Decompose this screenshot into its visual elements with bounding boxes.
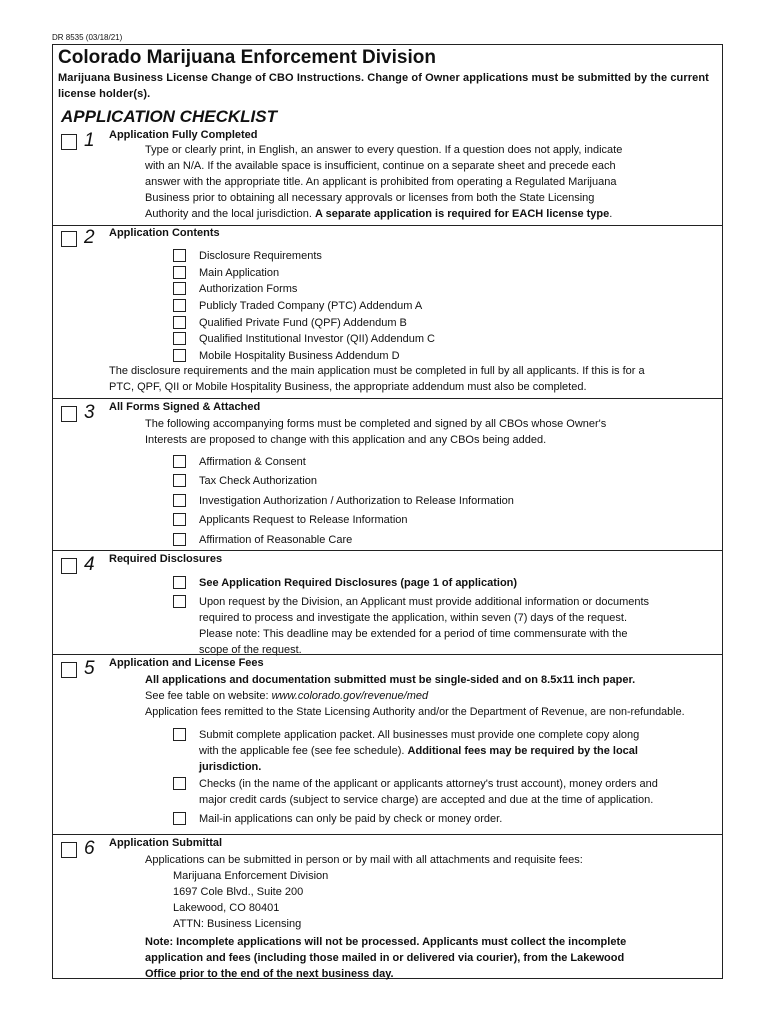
section-3-line: The following accompanying forms must be completed and signed by all CBOs whose Owner's [145, 418, 607, 430]
form-frame [52, 44, 723, 979]
item-checkbox[interactable] [173, 282, 186, 295]
section-2-number: 2 [84, 227, 95, 248]
section-2-heading: Application Contents [109, 227, 220, 239]
address-line: ATTN: Business Licensing [173, 918, 302, 930]
section-5-checkbox[interactable] [61, 662, 77, 678]
section-5: 5 Application and License Fees All applications and documentation submitted must be single-sided and on 8.5x11 inch paper. See fee table on website: www.colorado.gov/revenue/med Application fees remitted to the State Licensing Authority and/or the Department of Revenue, are non-refundable. Submit complete application packet. All businesses must provide one complete copy along with the applicable fee (see fee schedule). Additional fees may be required by the local jurisdiction. Checks (in the name of the applicant or applicants attorney's trust account), money orders and major credit cards (subject to service charge) are accepted and due at the time of application. Mail-in applications can only be paid by check or money order. [53, 654, 722, 834]
section-3-heading: All Forms Signed & Attached [109, 401, 261, 413]
section-1-line: Type or clearly print, in English, an answer to every question. If a question does not apply, indicate [145, 144, 623, 156]
section-2-checkbox[interactable] [61, 231, 77, 247]
item-checkbox[interactable] [173, 455, 186, 468]
page-title: Colorado Marijuana Enforcement Division [58, 47, 436, 68]
section-3-checkbox[interactable] [61, 406, 77, 422]
item-checkbox[interactable] [173, 332, 186, 345]
section-6-note: application and fees (including those mailed in or delivered via courier), from the Lakewood [145, 952, 625, 964]
section-6-note: Office prior to the end of the next business day. [145, 968, 394, 980]
item-checkbox[interactable] [173, 249, 186, 262]
item-checkbox[interactable] [173, 494, 186, 507]
page-subtitle: Marijuana Business License Change of CBO Instructions. Change of Owner applications must be submitted by the current license holder(s). [58, 72, 709, 100]
item-checkbox[interactable] [173, 777, 186, 790]
section-1 [53, 129, 722, 225]
section-4-number: 4 [84, 554, 95, 575]
section-2-note: The disclosure requirements and the main application must be completed in full by all applicants. If this is for a [109, 365, 645, 377]
section-5-bold-line: All applications and documentation submitted must be single-sided and on 8.5x11 inch paper. [145, 674, 636, 686]
item-checkbox[interactable] [173, 474, 186, 487]
item-checkbox[interactable] [173, 316, 186, 329]
section-1-line: with an N/A. If the available space is insufficient, continue on a separate sheet and precede each [145, 160, 616, 172]
section-2: 2 Application Contents Disclosure Requirements Main Application Authorization Forms Publicly Traded Company (PTC) Addendum A Qualified Private Fund (QPF) Addendum B Qualified Institutional Investor (QII) Addendum C Mobile Hospitality Business Addendum D The disclosure requirements and the main application must be completed in full by all applicants. If this is for a PTC, QPF, QII or Mobile Hospitality Business, the appropriate addendum must also be completed. [53, 225, 722, 398]
section-6 [53, 834, 722, 979]
item-checkbox[interactable] [173, 728, 186, 741]
section-5-number: 5 [84, 658, 95, 679]
item-checkbox[interactable] [173, 266, 186, 279]
section-1-line: Business prior to obtaining all necessary approvals or licenses from both the State Licensing [145, 192, 595, 204]
section-1-last-text: Authority and the local jurisdiction. [145, 208, 312, 220]
address-line: Marijuana Enforcement Division [173, 870, 329, 882]
section-1-checkbox[interactable] [61, 134, 77, 150]
section-6-note: Note: Incomplete applications will not be processed. Applicants must collect the incomplete [145, 936, 627, 948]
checklist-title: APPLICATION CHECKLIST [61, 107, 277, 126]
address-line: Lakewood, CO 80401 [173, 902, 280, 914]
section-4: 4 Required Disclosures See Application Required Disclosures (page 1 of application) Upon request by the Division, an Applicant must provide additional information or documents required to process and investigate the application, within seven (7) days of the request. Please note: This deadline may be extended for a period of time commensurate with the scope of the request. [53, 550, 722, 700]
section-3-line: Interests are proposed to change with this application and any CBOs being added. [145, 434, 547, 446]
form-number: DR 8535 (03/18/21) [52, 33, 123, 42]
fee-table-line: See fee table on website: www.colorado.gov/revenue/med [145, 690, 429, 702]
item-checkbox[interactable] [173, 513, 186, 526]
section-6-line: Applications can be submitted in person or by mail with all attachments and requisite fees: [145, 854, 583, 866]
section-1-line: answer with the appropriate title. An applicant is prohibited from operating a Regulated Marijuana [145, 176, 617, 188]
item-checkbox[interactable] [173, 349, 186, 362]
item-checkbox[interactable] [173, 812, 186, 825]
section-4-checkbox[interactable] [61, 558, 77, 574]
item-checkbox[interactable] [173, 299, 186, 312]
fee-url-link[interactable]: www.colorado.gov/revenue/med [271, 690, 429, 702]
section-4-heading: Required Disclosures [109, 553, 223, 565]
section-1-heading: Application Fully Completed [109, 129, 258, 141]
section-1-line [145, 206, 612, 222]
section-6-heading: Application Submittal [109, 837, 223, 849]
item-checkbox[interactable] [173, 595, 186, 608]
section-3: 3 All Forms Signed & Attached The following accompanying forms must be completed and signed by all CBOs whose Owner's Interests are proposed to change with this application and any CBOs being added. Affirmation & Consent Tax Check Authorization Investigation Authorization / Authorization to Release Information Applicants Request to Release Information Affirmation of Reasonable Care [53, 398, 722, 550]
fee-note: Application fees remitted to the State Licensing Authority and/or the Department of Revenue, are non-refundable. [145, 706, 685, 718]
item-checkbox[interactable] [173, 533, 186, 546]
section-6-number: 6 [84, 838, 95, 859]
item-checkbox[interactable] [173, 576, 186, 589]
address-line: 1697 Cole Blvd., Suite 200 [173, 886, 304, 898]
section-1-last-end: . [609, 208, 613, 220]
section-3-number: 3 [84, 402, 95, 423]
section-5-heading: Application and License Fees [109, 657, 264, 669]
section-1-last-bold: A separate application is required for EACH license type [315, 208, 610, 220]
section-6-checkbox[interactable] [61, 842, 77, 858]
section-2-note: PTC, QPF, QII or Mobile Hospitality Business, the appropriate addendum must also be completed. [109, 381, 587, 393]
section-1-number: 1 [84, 130, 95, 151]
